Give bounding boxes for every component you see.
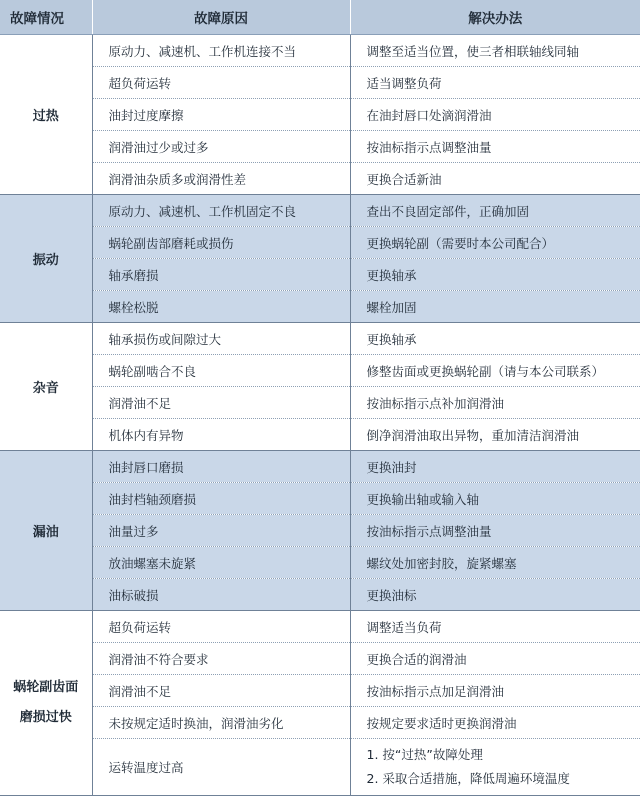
solution-cell: 适当调整负荷 bbox=[350, 67, 640, 99]
table-row bbox=[0, 483, 640, 515]
header-cause: 故障原因 bbox=[92, 0, 350, 35]
header-condition: 故障情况 bbox=[0, 0, 92, 35]
cause-cell: 油标破损 bbox=[92, 579, 350, 611]
solution-cell: 更换油标 bbox=[350, 579, 640, 611]
solution-cell: 更换轴承 bbox=[350, 259, 640, 291]
table-row bbox=[0, 675, 640, 707]
solution-cell: 按油标指示点加足润滑油 bbox=[350, 675, 640, 707]
cause-cell: 原动力、减速机、工作机固定不良 bbox=[92, 195, 350, 227]
cause-cell: 机体内有异物 bbox=[92, 419, 350, 451]
cause-cell: 运转温度过高 bbox=[92, 739, 350, 796]
solution-cell: 调整适当负荷 bbox=[350, 611, 640, 643]
cause-cell: 轴承磨损 bbox=[92, 259, 350, 291]
condition-oil-leak: 漏油 bbox=[0, 451, 92, 611]
solution-cell: 更换合适的润滑油 bbox=[350, 643, 640, 675]
solution-cell: 按油标指示点调整油量 bbox=[350, 131, 640, 163]
table-row bbox=[0, 451, 640, 483]
solution-cell: 更换蜗轮副（需要时本公司配合） bbox=[350, 227, 640, 259]
cause-cell: 放油螺塞未旋紧 bbox=[92, 547, 350, 579]
solution-cell: 调整至适当位置，使三者相联轴线同轴 bbox=[350, 35, 640, 67]
solution-cell: 修整齿面或更换蜗轮副（请与本公司联系） bbox=[350, 355, 640, 387]
table-row bbox=[0, 291, 640, 323]
table-row bbox=[0, 227, 640, 259]
table-row bbox=[0, 163, 640, 195]
table-row bbox=[0, 131, 640, 163]
cause-cell: 润滑油杂质多或润滑性差 bbox=[92, 163, 350, 195]
cause-cell: 油封唇口磨损 bbox=[92, 451, 350, 483]
condition-vibration: 振动 bbox=[0, 195, 92, 323]
solution-cell: 查出不良固定部件，正确加固 bbox=[350, 195, 640, 227]
solution-line: 2. 采取合适措施，降低周遍环境温度 bbox=[366, 771, 570, 786]
table-row bbox=[0, 99, 640, 131]
table-row bbox=[0, 611, 640, 643]
solution-cell: 按油标指示点补加润滑油 bbox=[350, 387, 640, 419]
cause-cell: 螺栓松脱 bbox=[92, 291, 350, 323]
table-row bbox=[0, 419, 640, 451]
condition-overheat: 过热 bbox=[0, 35, 92, 195]
cause-cell: 原动力、减速机、工作机连接不当 bbox=[92, 35, 350, 67]
table-row bbox=[0, 707, 640, 739]
table-row bbox=[0, 579, 640, 611]
table-row bbox=[0, 259, 640, 291]
cause-cell: 油量过多 bbox=[92, 515, 350, 547]
table-row bbox=[0, 67, 640, 99]
table-row bbox=[0, 35, 640, 67]
group-oil-leak bbox=[0, 451, 640, 611]
solution-cell: 更换输出轴或输入轴 bbox=[350, 483, 640, 515]
cause-cell: 未按规定适时换油，润滑油劣化 bbox=[92, 707, 350, 739]
condition-line: 蜗轮副齿面 bbox=[13, 680, 79, 695]
table-row bbox=[0, 547, 640, 579]
cause-cell: 油封过度摩擦 bbox=[92, 99, 350, 131]
table-row bbox=[0, 323, 640, 355]
table-row bbox=[0, 195, 640, 227]
cause-cell: 超负荷运转 bbox=[92, 67, 350, 99]
cause-cell: 润滑油过少或过多 bbox=[92, 131, 350, 163]
solution-cell: 按规定要求适时更换润滑油 bbox=[350, 707, 640, 739]
cause-cell: 蜗轮副啮合不良 bbox=[92, 355, 350, 387]
cause-cell: 轴承损伤或间隙过大 bbox=[92, 323, 350, 355]
table-row bbox=[0, 643, 640, 675]
table-row bbox=[0, 739, 640, 796]
solution-cell: 螺纹处加密封胶，旋紧螺塞 bbox=[350, 547, 640, 579]
cause-cell: 润滑油不足 bbox=[92, 675, 350, 707]
table-row bbox=[0, 515, 640, 547]
cause-cell: 超负荷运转 bbox=[92, 611, 350, 643]
group-noise bbox=[0, 323, 640, 451]
header-solution: 解决办法 bbox=[350, 0, 640, 35]
solution-cell: 更换油封 bbox=[350, 451, 640, 483]
group-overheat bbox=[0, 35, 640, 195]
solution-cell: 更换轴承 bbox=[350, 323, 640, 355]
solution-cell: 在油封唇口处滴润滑油 bbox=[350, 99, 640, 131]
table-row bbox=[0, 355, 640, 387]
header-row bbox=[0, 0, 640, 35]
group-vibration bbox=[0, 195, 640, 323]
cause-cell: 润滑油不足 bbox=[92, 387, 350, 419]
cause-cell: 润滑油不符合要求 bbox=[92, 643, 350, 675]
solution-cell: 按油标指示点调整油量 bbox=[350, 515, 640, 547]
condition-line: 磨损过快 bbox=[19, 710, 72, 725]
solution-cell: 更换合适新油 bbox=[350, 163, 640, 195]
solution-cell: 螺栓加固 bbox=[350, 291, 640, 323]
solution-line: 1. 按“过热”故障处理 bbox=[366, 747, 483, 762]
condition-gear-wear bbox=[0, 611, 92, 796]
group-gear-wear bbox=[0, 611, 640, 796]
cause-cell: 油封档轴颈磨损 bbox=[92, 483, 350, 515]
cause-cell: 蜗轮副齿部磨耗或损伤 bbox=[92, 227, 350, 259]
solution-cell: 倒净润滑油取出异物，重加清洁润滑油 bbox=[350, 419, 640, 451]
solution-cell bbox=[350, 739, 640, 796]
table-row bbox=[0, 387, 640, 419]
condition-noise: 杂音 bbox=[0, 323, 92, 451]
